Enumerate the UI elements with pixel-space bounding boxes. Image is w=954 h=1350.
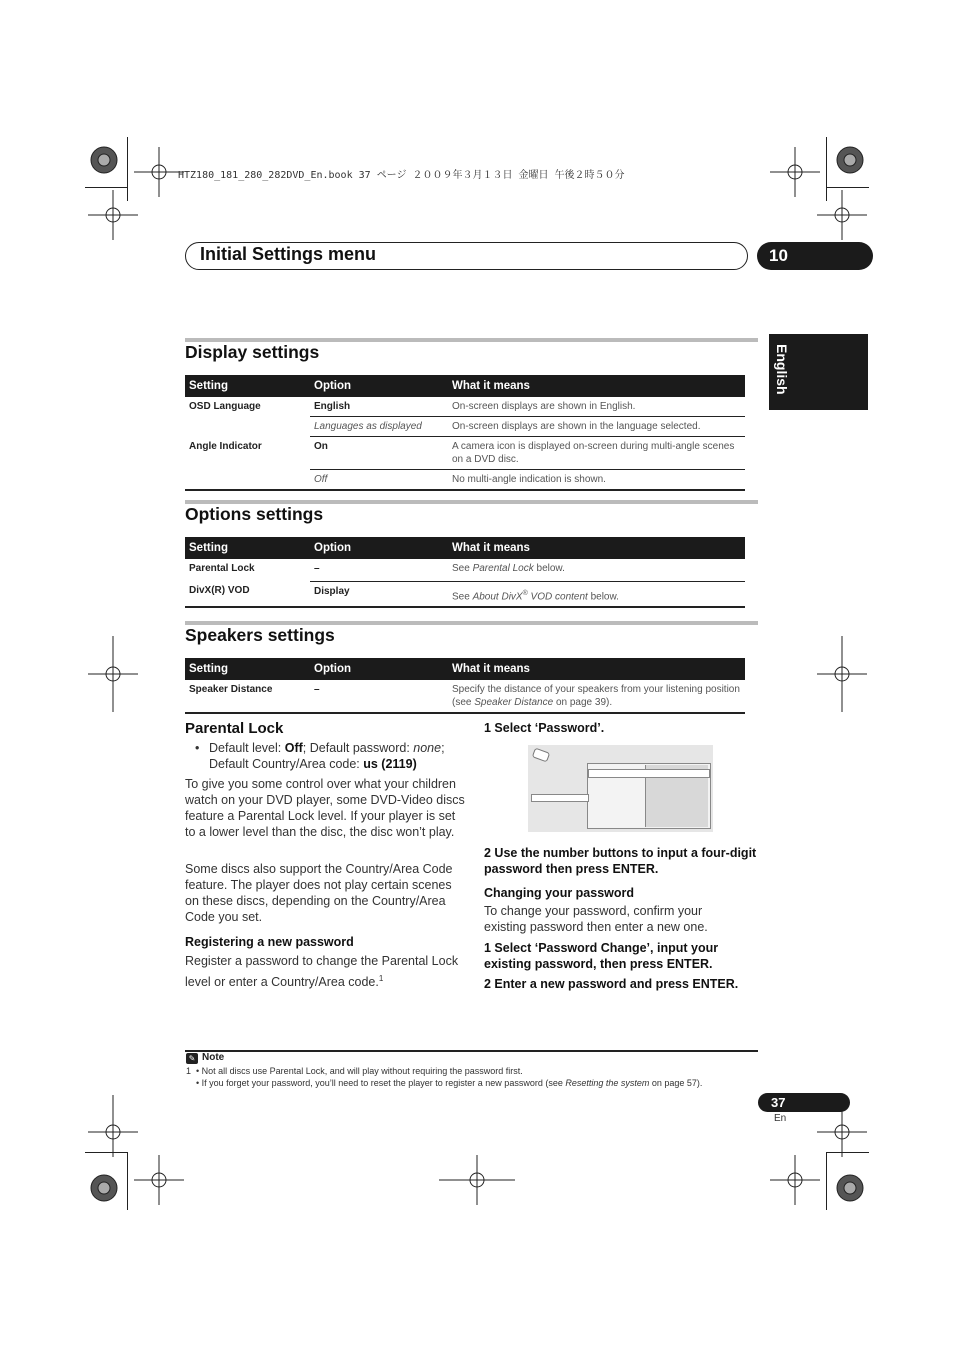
language-tab [769,334,868,410]
speakers-settings-table [185,658,745,714]
osd-screen-illustration [528,745,713,832]
left-menu-row [531,794,589,802]
cell-setting [185,470,310,491]
cell-option: Display [310,581,448,607]
header-meaning: What it means [448,537,745,559]
step-select-password: 1 Select ‘Password’. [484,721,605,735]
header-option: Option [310,375,448,397]
page-language: En [774,1113,787,1124]
text-run: Default level: [209,741,285,755]
default-area-code: us (2119) [363,757,417,771]
step-password-change: 1 Select ‘Password Change’, input your existing password, then press ENTER. [484,941,719,971]
default-level: Off [284,741,303,755]
meaning-text: Specify the distance of your speakers from your listening position (see [452,684,740,708]
note-rule [185,1050,758,1052]
cell-option: Languages as displayed [310,417,448,437]
text-run: on page 57). [649,1078,703,1088]
cell-meaning: On-screen displays are shown in the language selected. [448,417,745,437]
footnote-1: • Not all discs use Parental Lock, and will play without requiring the password first. [196,1066,523,1076]
step-input-password: 2 Use the number buttons to input a four-digit password then press ENTER. [484,846,757,876]
footnote-ref-text: Resetting the system [565,1078,650,1088]
meaning-text: below. [587,590,619,602]
cell-setting: Angle Indicator [189,440,262,452]
speakers-settings-title: Speakers settings [185,625,335,645]
options-settings-table [185,537,745,608]
meaning-ref: Speaker Distance [474,697,554,708]
cell-option: – [310,680,448,713]
text-run: • If you forget your password, you’ll need to reset the player to register a new password (see [196,1078,566,1088]
note-title: Note [202,1052,225,1063]
text-run: ; Default password: [302,741,414,755]
display-settings-title: Display settings [185,342,320,362]
register-text [185,952,460,991]
cell-meaning: On-screen displays are shown in English. [448,397,745,417]
table-row [185,397,745,417]
cell-option: – [310,559,448,581]
default-password: none [413,741,442,755]
step-enter-new-password: 2 Enter a new password and press ENTER. [484,977,739,991]
meaning-text: See [452,590,473,602]
register-title: Registering a new password [185,935,354,949]
text-run: Register a password to change the Parental Lock level or enter a Country/Area code. [185,954,459,990]
header-option: Option [310,658,448,680]
cell-option: On [310,437,448,470]
header-setting: Setting [185,537,310,559]
page-number: 37 [758,1093,850,1112]
parental-lock-para1: To give you some control over what your children watch on your DVD player, some DVD-Video discs feature a Parental Lock level. If your player is set to a lower level than the disc, the disc won’t play. [185,777,465,839]
cell-setting: DivX(R) VOD [185,581,310,607]
cell-meaning: No multi-angle indication is shown. [448,470,745,491]
options-settings-title: Options settings [185,504,324,524]
table-row [185,581,745,607]
pencil-icon: ✎ [186,1053,198,1064]
cell-option: English [310,397,448,417]
footnote-ref: 1 [378,974,384,983]
cell-setting [185,417,310,437]
disc-icon [532,748,550,763]
parental-lock-para2: Some discs also support the Country/Area Code feature. The player does not play certain scenes on these discs, depending on the Country/Area Code you set. [185,862,453,924]
header-setting: Setting [185,658,310,680]
defaults-bullet [193,740,465,772]
meaning-text: on page 39). [553,697,613,708]
header-setting: Setting [185,375,310,397]
cell-setting: Speaker Distance [185,680,310,713]
table-header [185,375,745,397]
meaning-text: below. [533,563,565,574]
meaning-ref: About DivX [472,590,523,602]
cell-setting: Parental Lock [189,563,255,574]
highlight-row [588,769,710,778]
cell-meaning [448,680,745,713]
file-info: HTZ180_181_280_282DVD_En.book 37 ページ ２００９年３月１３日 金曜日 午後２時５０分 [178,170,625,181]
table-row [185,470,745,491]
table-header [185,537,745,559]
table-row [185,680,745,713]
cell-setting: OSD Language [189,401,261,412]
cell-meaning: A camera icon is displayed on-screen during multi-angle scenes on a DVD disc. [448,437,745,470]
cell-option: Off [310,470,448,491]
table-row [185,559,745,581]
meaning-ref: Parental Lock [472,563,534,574]
text-run: ; Default Country/Area code: [209,741,445,771]
header-option: Option [310,537,448,559]
cell-meaning [448,581,745,607]
page-title: Initial Settings menu [200,244,377,264]
parental-lock-title: Parental Lock [185,720,284,737]
change-password-title: Changing your password [484,886,635,900]
registered-mark: ® [522,589,528,597]
table-row [185,417,745,437]
bullet-glyph: • [195,741,200,755]
language-tab-label: English [774,344,790,395]
meaning-ref: VOD content [527,590,588,602]
footnote-number: 1 [186,1066,192,1076]
defaults-text [193,740,465,772]
header-meaning: What it means [448,375,745,397]
meaning-text: See [452,563,473,574]
cell-meaning [448,559,745,581]
table-row [185,437,745,470]
table-header [185,658,745,680]
chapter-number: 10 [757,242,873,270]
display-settings-table [185,375,745,491]
header-meaning: What it means [448,658,745,680]
change-password-text: To change your password, confirm your existing password then enter a new one. [484,904,708,934]
footnote-2 [196,1078,761,1088]
